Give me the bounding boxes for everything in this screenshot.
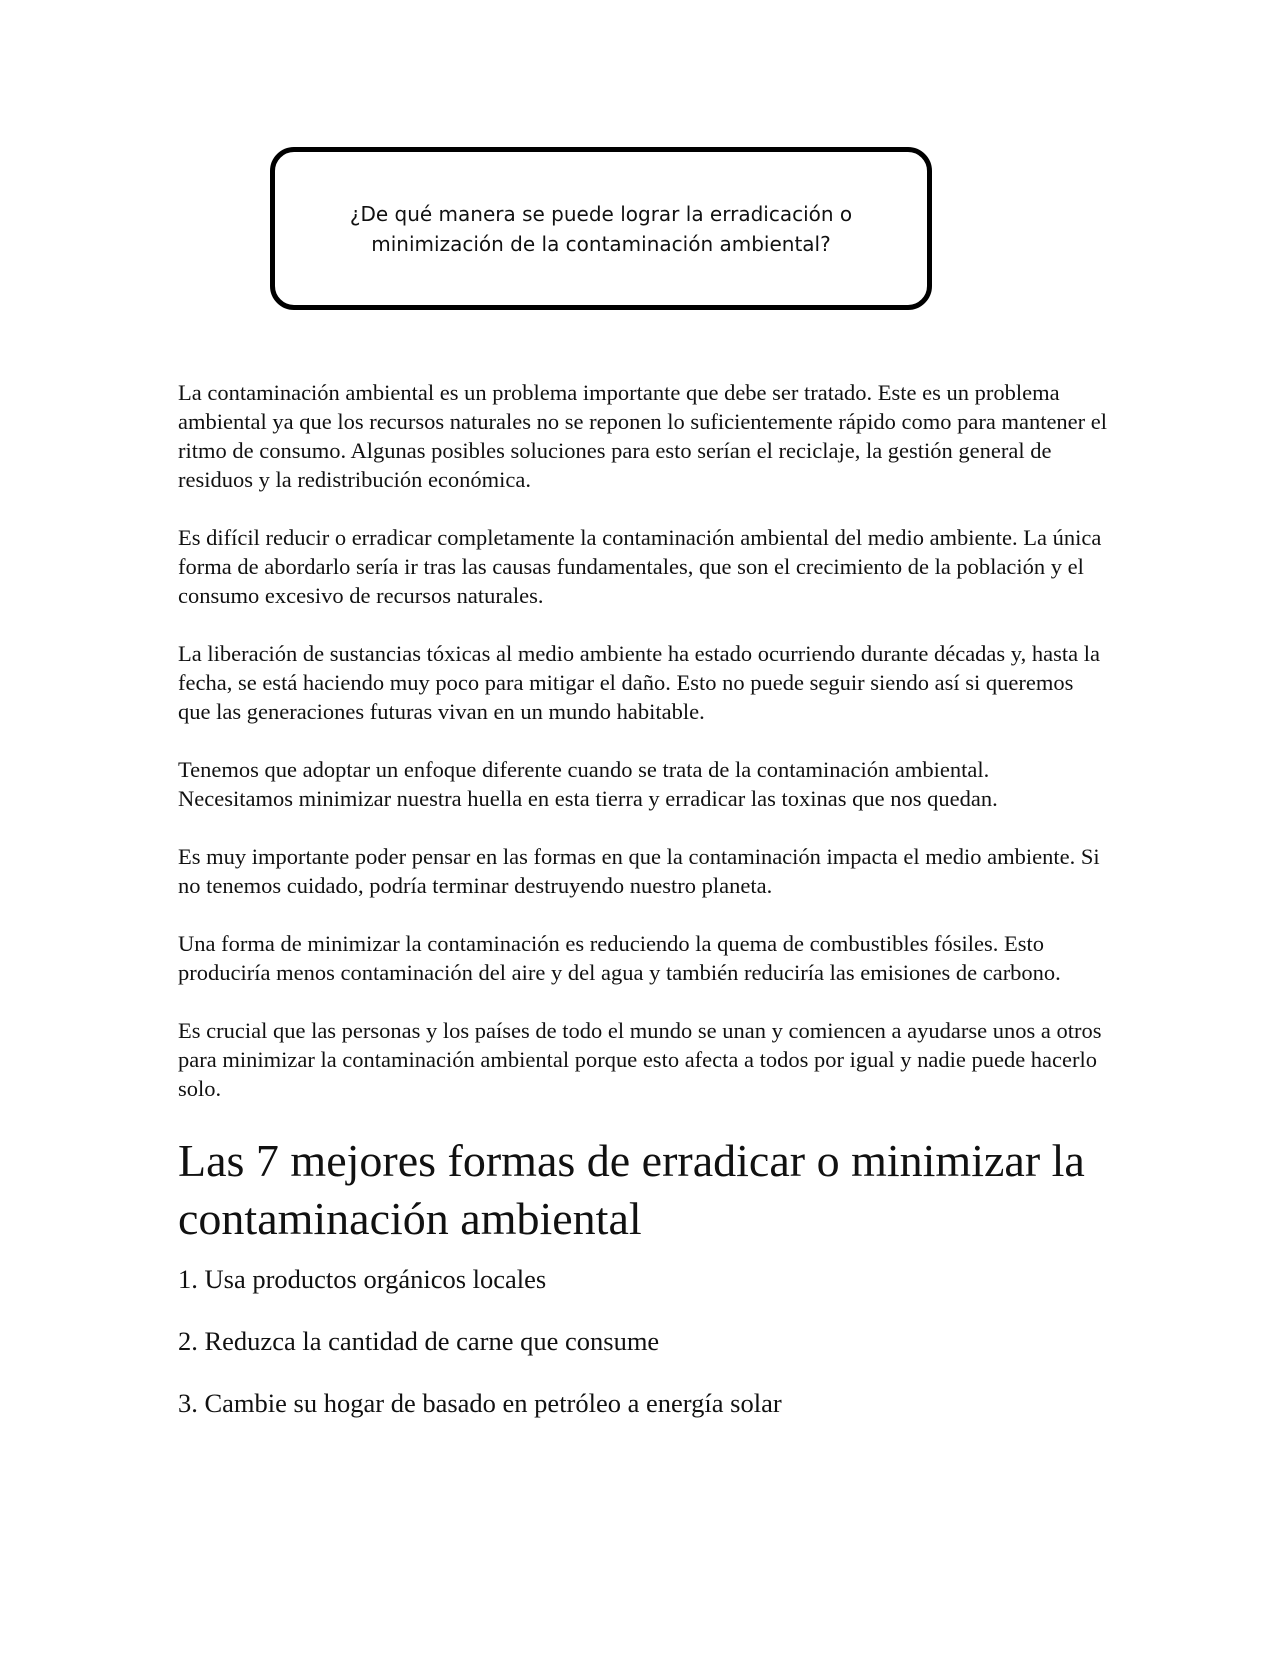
paragraph-2: Es difícil reducir o erradicar completamente la contaminación ambiental del medio ambiente. La única forma de abordarlo sería ir tras las causas fundamentales, que son el crecimiento de la población y el consumo excesivo de recursos naturales. — [178, 525, 1102, 608]
section-heading: Las 7 mejores formas de erradicar o minimizar la contaminación ambiental — [178, 1135, 1085, 1244]
paragraph-3: La liberación de sustancias tóxicas al medio ambiente ha estado ocurriendo durante décadas y, hasta la fecha, se está haciendo muy poco para mitigar el daño. Esto no puede seguir siendo así si queremos que las generaciones futuras vivan en un mundo habitable. — [178, 641, 1100, 724]
paragraph-7: Es crucial que las personas y los países de todo el mundo se unan y comiencen a ayudarse unos a otros para minimizar la contaminación ambiental porque esto afecta a todos por igual y nadie puede hacerlo solo. — [178, 1018, 1102, 1101]
paragraph-5: Es muy importante poder pensar en las formas en que la contaminación impacta el medio ambiente. Si no tenemos cuidado, podría terminar destruyendo nuestro planeta. — [178, 844, 1100, 898]
paragraph-6: Una forma de minimizar la contaminación es reduciendo la quema de combustibles fósiles. Esto produciría menos contaminación del aire y del agua y también reduciría las emisiones de carbono. — [178, 931, 1061, 985]
question-callout-box — [270, 147, 932, 310]
list-item-1: 1. Usa productos orgánicos locales — [178, 1264, 547, 1294]
paragraph-4: Tenemos que adoptar un enfoque diferente cuando se trata de la contaminación ambiental. Necesitamos minimizar nuestra huella en esta tierra y erradicar las toxinas que nos quedan. — [178, 757, 998, 811]
question-text: ¿De qué manera se puede lograr la erradicación o minimización de la contaminación ambiental? — [349, 201, 853, 256]
paragraph-1: La contaminación ambiental es un problema importante que debe ser tratado. Este es un problema ambiental ya que los recursos naturales no se reponen lo suficientemente rápido como para mantener el ritmo de consumo. Algunas posibles soluciones para esto serían el reciclaje, la gestión general de residuos y la redistribución económica. — [178, 380, 1108, 492]
list-item-3: 3. Cambie su hogar de basado en petróleo a energía solar — [178, 1388, 782, 1418]
document-body — [178, 378, 1108, 1448]
list-item-2: 2. Reduzca la cantidad de carne que consume — [178, 1326, 660, 1356]
